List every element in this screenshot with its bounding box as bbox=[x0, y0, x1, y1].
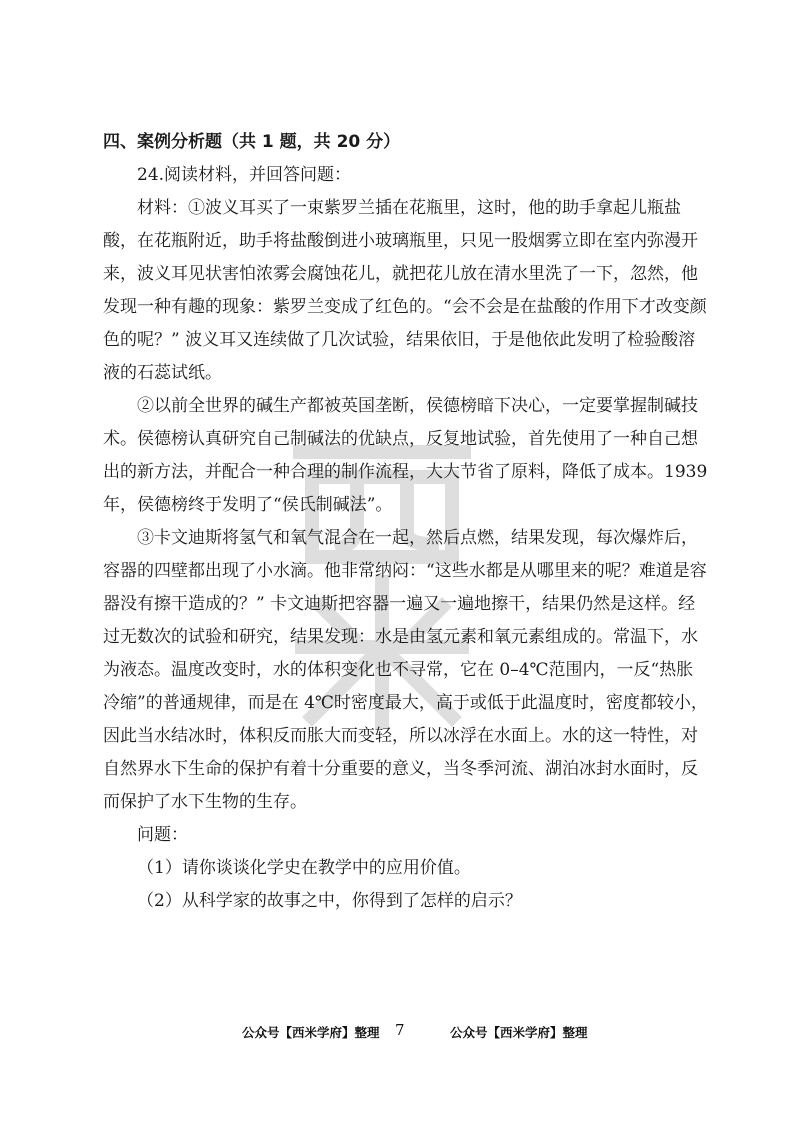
material-paragraph-1: 材料：①波义耳买了一束紫罗兰插在花瓶里，这时，他的助手拿起儿瓶盐酸，在花瓶附近，助手将盐酸倒进小玻璃瓶里，只见一股烟雾立即在室内弥漫开来，波义耳见状害怕浓雾会腐蚀花儿，就把花儿放在清水里洗了一下，忽然，他发现一种有趣的现象：紫罗兰变成了红色的。“会不会是在盐酸的作用下才改变颜色的呢？” 波义耳又连续做了几次试验，结果依旧，于是他依此发明了检验酸溶液的石蕊试纸。 bbox=[103, 198, 707, 383]
material-paragraph-3: ③卡文迪斯将氢气和氧气混合在一起，然后点燃，结果发现，每次爆炸后，容器的四壁都出现了小水滴。他非常纳闷：“这些水都是从哪里来的呢？难道是容器没有擦干造成的？” 卡文迪斯把容器一遍又一遍地擦干，结果仍然是这样。经过无数次的试验和研究，结果发现：水是由氢元素和氧元素组成的。常温下，水为液态。温度改变时，水的体积变化也不寻常，它在 0–4℃范围内，一反“热胀冷缩”的普通规律，而是在 4℃时密度最大，高于或低于此温度时，密度都较小，因此当水结冰时，体积反而胀大而变轻，所以冰浮在水面上。水的这一特性，对自然界水下生命的保护有着十分重要的意义，当冬季河流、湖泊冰封水面时，反而保护了水下生物的生存。 bbox=[103, 528, 708, 812]
page-number: 7 bbox=[395, 1021, 405, 1039]
page-footer bbox=[0, 1023, 800, 1051]
questions-label: 问题： bbox=[137, 825, 188, 845]
footer-left-text: 公众号【西米学府】整理 bbox=[242, 1025, 380, 1040]
footer-right-text: 公众号【西米学府】整理 bbox=[450, 1025, 588, 1040]
section-title: 四、案例分析题（共 1 题，共 20 分） bbox=[103, 132, 401, 152]
main-content bbox=[103, 126, 708, 918]
question-item-1: （1）请你谈谈化学史在教学中的应用价值。 bbox=[137, 858, 471, 878]
question-stem: 24.阅读材料，并回答问题： bbox=[137, 165, 352, 185]
material-paragraph-2: ②以前全世界的碱生产都被英国垄断，侯德榜暗下决心，一定要掌握制碱技术。侯德榜认真研究自己制碱法的优缺点，反复地试验，首先使用了一种自己想出的新方法，并配合一种合理的制作流程，大大节省了原料，降低了成本。1939 年，侯德榜终于发明了“侯氏制碱法”。 bbox=[103, 396, 708, 515]
question-item-2: （2）从科学家的故事之中，你得到了怎样的启示？ bbox=[137, 891, 522, 911]
